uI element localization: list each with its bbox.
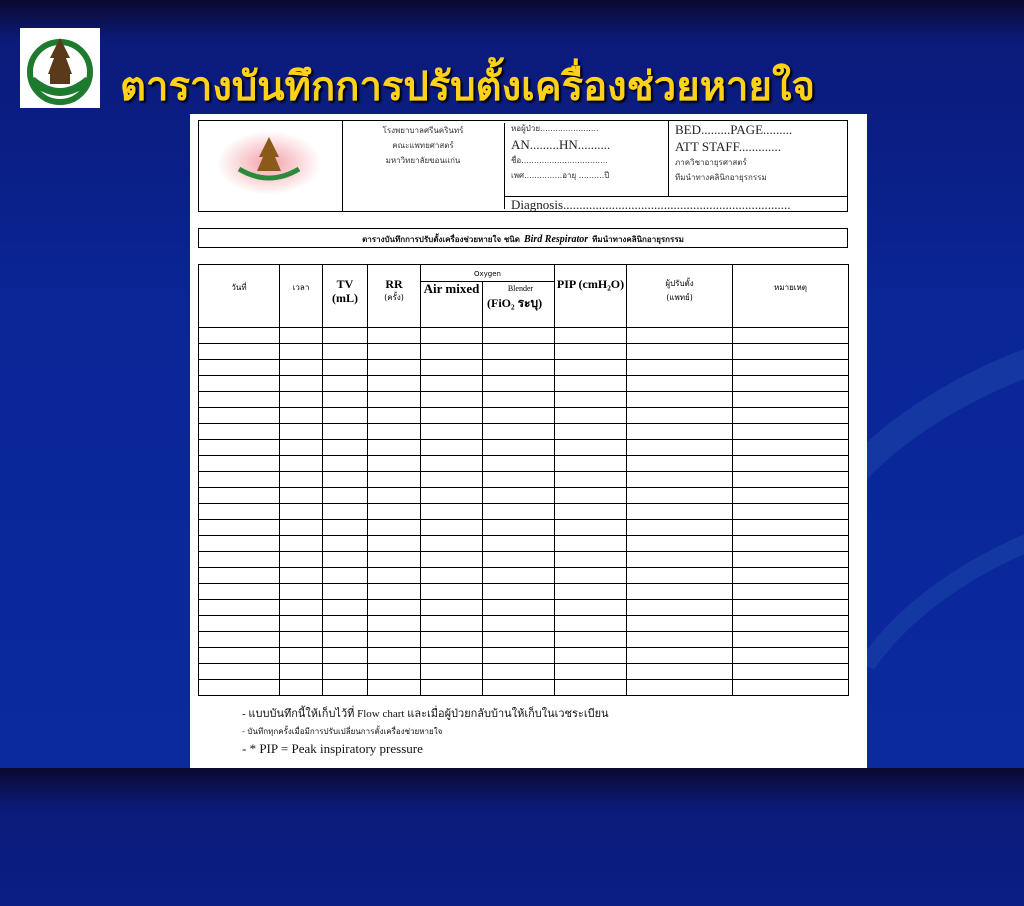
table-cell	[627, 472, 733, 488]
adjuster-label: ผู้ปรับตั้ง	[665, 279, 694, 288]
table-cell	[555, 376, 627, 392]
table-cell	[421, 616, 483, 632]
table-cell	[483, 472, 555, 488]
table-cell	[280, 376, 323, 392]
table-cell	[199, 680, 280, 696]
table-cell	[368, 360, 421, 376]
table-cell	[483, 440, 555, 456]
sex-age-line: เพศ...............อายุ ..........ปี	[511, 171, 610, 180]
table-cell	[199, 392, 280, 408]
table-cell	[368, 632, 421, 648]
col-date: วันที่	[199, 265, 280, 328]
table-cell	[555, 488, 627, 504]
table-cell	[368, 520, 421, 536]
table-cell	[483, 408, 555, 424]
table-row	[199, 632, 849, 648]
staff-info-cell	[669, 121, 847, 196]
table-cell	[555, 648, 627, 664]
university-name-line: มหาวิทยาลัยขอนแก่น	[385, 156, 461, 165]
table-cell	[280, 552, 323, 568]
table-cell	[627, 520, 733, 536]
table-cell	[280, 616, 323, 632]
table-cell	[280, 680, 323, 696]
table-cell	[733, 664, 849, 680]
department-line: ภาควิชาอายุรศาสตร์	[675, 158, 747, 167]
table-row	[199, 360, 849, 376]
table-cell	[483, 600, 555, 616]
table-cell	[323, 328, 368, 344]
table-cell	[555, 520, 627, 536]
table-cell	[555, 456, 627, 472]
table-cell	[280, 504, 323, 520]
note-flow-chart: - แบบบันทึกนี้ให้เก็บไว้ที่ Flow chart และเมื่อผู้ป่วยกลับบ้านให้เก็บในเวชระเบียน	[242, 708, 609, 720]
table-cell	[627, 584, 733, 600]
table-cell	[733, 536, 849, 552]
table-cell	[627, 392, 733, 408]
table-cell	[368, 376, 421, 392]
table-cell	[555, 328, 627, 344]
table-cell	[280, 664, 323, 680]
table-cell	[368, 504, 421, 520]
table-cell	[555, 584, 627, 600]
table-row	[199, 328, 849, 344]
table-cell	[483, 376, 555, 392]
table-cell	[323, 488, 368, 504]
table-cell	[323, 360, 368, 376]
table-row	[199, 648, 849, 664]
table-cell	[555, 552, 627, 568]
table-cell	[733, 616, 849, 632]
rr-label: RR	[385, 277, 403, 291]
table-cell	[627, 344, 733, 360]
table-cell	[368, 648, 421, 664]
table-cell	[483, 456, 555, 472]
table-row	[199, 408, 849, 424]
table-cell	[733, 632, 849, 648]
rr-unit: (ครั้ง)	[384, 293, 404, 302]
note-pip-definition: - * PIP = Peak inspiratory pressure	[242, 741, 423, 756]
table-title-bar	[198, 228, 848, 248]
table-cell	[627, 440, 733, 456]
table-cell	[733, 456, 849, 472]
table-cell	[199, 424, 280, 440]
table-cell	[280, 584, 323, 600]
table-cell	[323, 376, 368, 392]
table-cell	[483, 328, 555, 344]
an-hn-line: AN.........HN..........	[511, 137, 611, 152]
table-cell	[323, 424, 368, 440]
table-cell	[199, 408, 280, 424]
table-cell	[199, 616, 280, 632]
table-cell	[555, 504, 627, 520]
table-cell	[627, 504, 733, 520]
table-cell	[323, 616, 368, 632]
table-row	[199, 536, 849, 552]
table-cell	[368, 456, 421, 472]
table-cell	[199, 664, 280, 680]
table-cell	[323, 472, 368, 488]
table-cell	[421, 552, 483, 568]
table-cell	[421, 440, 483, 456]
table-cell	[733, 376, 849, 392]
table-cell	[555, 680, 627, 696]
table-cell	[368, 392, 421, 408]
table-cell	[733, 360, 849, 376]
table-cell	[483, 648, 555, 664]
col-blender	[483, 282, 555, 328]
table-cell	[555, 472, 627, 488]
table-cell	[733, 520, 849, 536]
table-cell	[733, 328, 849, 344]
table-cell	[280, 472, 323, 488]
table-cell	[280, 568, 323, 584]
table-cell	[627, 600, 733, 616]
note-record-each-change: - บันทึกทุกครั้งเมื่อมีการปรับเปลี่ยนการตั้งเครื่องช่วยหายใจ	[242, 727, 443, 736]
table-cell	[199, 488, 280, 504]
table-cell	[421, 328, 483, 344]
table-cell	[368, 552, 421, 568]
table-cell	[483, 344, 555, 360]
table-cell	[199, 648, 280, 664]
col-time: เวลา	[280, 265, 323, 328]
table-row	[199, 552, 849, 568]
table-cell	[627, 424, 733, 440]
table-cell	[199, 600, 280, 616]
table-cell	[280, 648, 323, 664]
table-cell	[323, 600, 368, 616]
table-cell	[483, 616, 555, 632]
col-pip: PIP (cmH₂O)	[555, 265, 627, 328]
table-cell	[323, 504, 368, 520]
table-cell	[280, 600, 323, 616]
table-cell	[199, 504, 280, 520]
table-cell	[421, 344, 483, 360]
table-row	[199, 472, 849, 488]
table-cell	[421, 360, 483, 376]
table-cell	[627, 456, 733, 472]
ventilator-record-form	[190, 114, 867, 768]
table-title-device: Bird Respirator	[523, 234, 589, 245]
faculty-emblem-icon	[20, 28, 100, 108]
table-cell	[368, 440, 421, 456]
table-cell	[368, 536, 421, 552]
table-row	[199, 616, 849, 632]
table-cell	[421, 536, 483, 552]
hospital-logo-icon	[199, 121, 339, 209]
hospital-logo-cell	[199, 121, 343, 211]
table-cell	[483, 584, 555, 600]
table-cell	[280, 440, 323, 456]
table-cell	[368, 584, 421, 600]
table-cell	[199, 344, 280, 360]
table-cell	[323, 408, 368, 424]
table-cell	[323, 456, 368, 472]
table-cell	[483, 552, 555, 568]
table-row	[199, 424, 849, 440]
table-cell	[555, 664, 627, 680]
table-cell	[368, 472, 421, 488]
table-row	[199, 440, 849, 456]
table-row	[199, 568, 849, 584]
table-cell	[280, 488, 323, 504]
table-cell	[368, 568, 421, 584]
table-cell	[555, 360, 627, 376]
table-cell	[733, 472, 849, 488]
table-cell	[733, 424, 849, 440]
table-cell	[280, 344, 323, 360]
hospital-name-cell	[342, 123, 505, 209]
table-cell	[483, 632, 555, 648]
table-cell	[421, 408, 483, 424]
table-cell	[199, 456, 280, 472]
table-cell	[555, 632, 627, 648]
table-title-thai: ตารางบันทึกการปรับตั้งเครื่องช่วยหายใจ ชนิด	[362, 235, 520, 244]
col-tv: TV (mL)	[323, 265, 368, 328]
table-cell	[421, 392, 483, 408]
table-cell	[421, 424, 483, 440]
table-cell	[555, 344, 627, 360]
table-cell	[368, 408, 421, 424]
table-cell	[368, 344, 421, 360]
table-cell	[368, 680, 421, 696]
table-cell	[280, 632, 323, 648]
table-cell	[368, 328, 421, 344]
table-cell	[199, 632, 280, 648]
hospital-name-line: โรงพยาบาลศรีนครินทร์	[382, 126, 464, 135]
table-cell	[733, 392, 849, 408]
table-cell	[199, 520, 280, 536]
table-row	[199, 664, 849, 680]
col-remarks: หมายเหตุ	[733, 265, 849, 328]
table-cell	[368, 664, 421, 680]
table-cell	[323, 392, 368, 408]
table-cell	[323, 520, 368, 536]
diagnosis-line: Diagnosis......................................................................	[505, 196, 848, 212]
fio2-label: (FiO₂ ระบุ)	[487, 296, 543, 310]
table-cell	[483, 488, 555, 504]
table-cell	[323, 568, 368, 584]
ward-line: หอผู้ป่วย.......................	[511, 124, 599, 133]
table-cell	[627, 680, 733, 696]
table-cell	[199, 584, 280, 600]
table-cell	[483, 424, 555, 440]
col-oxygen: Oxygen	[421, 265, 555, 282]
table-row	[199, 584, 849, 600]
form-notes	[242, 706, 609, 757]
table-cell	[368, 600, 421, 616]
table-cell	[323, 680, 368, 696]
table-cell	[421, 632, 483, 648]
table-cell	[555, 616, 627, 632]
table-cell	[199, 376, 280, 392]
table-cell	[627, 376, 733, 392]
table-cell	[483, 504, 555, 520]
slide-title: ตารางบันทึกการปรับตั้งเครื่องช่วยหายใจ	[120, 63, 815, 110]
table-cell	[627, 360, 733, 376]
table-cell	[421, 584, 483, 600]
table-cell	[733, 568, 849, 584]
table-row	[199, 488, 849, 504]
table-cell	[627, 632, 733, 648]
table-cell	[733, 344, 849, 360]
table-row	[199, 600, 849, 616]
table-cell	[199, 440, 280, 456]
adjuster-unit: (แพทย์)	[666, 293, 693, 302]
table-cell	[627, 328, 733, 344]
table-cell	[627, 536, 733, 552]
table-cell	[421, 664, 483, 680]
bed-page-line: BED.........PAGE.........	[675, 122, 793, 137]
table-cell	[323, 440, 368, 456]
table-cell	[280, 392, 323, 408]
table-cell	[733, 504, 849, 520]
table-cell	[733, 440, 849, 456]
table-cell	[733, 648, 849, 664]
table-cell	[323, 584, 368, 600]
table-cell	[733, 488, 849, 504]
table-cell	[323, 664, 368, 680]
table-cell	[421, 504, 483, 520]
clinical-team-line: ทีมนำทางคลินิกอายุรกรรม	[675, 173, 767, 182]
table-cell	[199, 472, 280, 488]
table-cell	[627, 664, 733, 680]
table-cell	[483, 392, 555, 408]
table-cell	[199, 552, 280, 568]
faculty-logo	[20, 28, 100, 108]
table-cell	[421, 488, 483, 504]
table-cell	[421, 376, 483, 392]
col-rr	[368, 265, 421, 328]
table-cell	[483, 664, 555, 680]
table-row	[199, 456, 849, 472]
patient-name-line: ชื่อ..................................	[511, 156, 608, 165]
table-cell	[733, 584, 849, 600]
faculty-name-line: คณะแพทยศาสตร์	[392, 141, 454, 150]
table-cell	[368, 488, 421, 504]
table-cell	[323, 344, 368, 360]
table-cell	[421, 472, 483, 488]
table-row	[199, 680, 849, 696]
table-cell	[421, 456, 483, 472]
table-cell	[323, 536, 368, 552]
table-cell	[421, 600, 483, 616]
table-cell	[555, 440, 627, 456]
table-cell	[483, 568, 555, 584]
table-cell	[733, 552, 849, 568]
table-cell	[199, 360, 280, 376]
table-cell	[627, 648, 733, 664]
table-title-team: ทีมนำทางคลินิกอายุรกรรม	[592, 235, 684, 244]
table-cell	[555, 424, 627, 440]
table-cell	[627, 568, 733, 584]
table-cell	[483, 360, 555, 376]
table-row	[199, 520, 849, 536]
table-cell	[368, 616, 421, 632]
table-cell	[368, 424, 421, 440]
table-cell	[555, 408, 627, 424]
table-cell	[421, 648, 483, 664]
table-cell	[199, 568, 280, 584]
col-adjuster	[627, 265, 733, 328]
table-cell	[555, 536, 627, 552]
blender-label: Blender	[507, 284, 534, 293]
table-cell	[627, 552, 733, 568]
table-cell	[323, 552, 368, 568]
table-cell	[421, 680, 483, 696]
table-cell	[627, 408, 733, 424]
table-cell	[280, 520, 323, 536]
table-cell	[280, 424, 323, 440]
table-row	[199, 376, 849, 392]
table-row	[199, 344, 849, 360]
table-cell	[555, 392, 627, 408]
table-cell	[733, 408, 849, 424]
table-cell	[733, 600, 849, 616]
table-cell	[627, 616, 733, 632]
att-staff-line: ATT STAFF.............	[675, 139, 782, 154]
table-cell	[280, 536, 323, 552]
patient-info-cell	[505, 121, 669, 196]
table-cell	[627, 488, 733, 504]
table-row	[199, 504, 849, 520]
table-cell	[421, 520, 483, 536]
table-cell	[555, 600, 627, 616]
table-cell	[483, 536, 555, 552]
table-cell	[483, 680, 555, 696]
ventilator-settings-table	[198, 264, 849, 696]
table-row	[199, 392, 849, 408]
table-cell	[555, 568, 627, 584]
table-cell	[280, 456, 323, 472]
table-cell	[199, 328, 280, 344]
table-cell	[323, 632, 368, 648]
table-cell	[733, 680, 849, 696]
table-cell	[421, 568, 483, 584]
table-cell	[199, 536, 280, 552]
form-header	[198, 120, 848, 212]
table-cell	[280, 328, 323, 344]
table-cell	[280, 408, 323, 424]
table-cell	[280, 360, 323, 376]
table-cell	[323, 648, 368, 664]
col-air-mixed: Air mixed	[421, 282, 483, 328]
table-cell	[483, 520, 555, 536]
